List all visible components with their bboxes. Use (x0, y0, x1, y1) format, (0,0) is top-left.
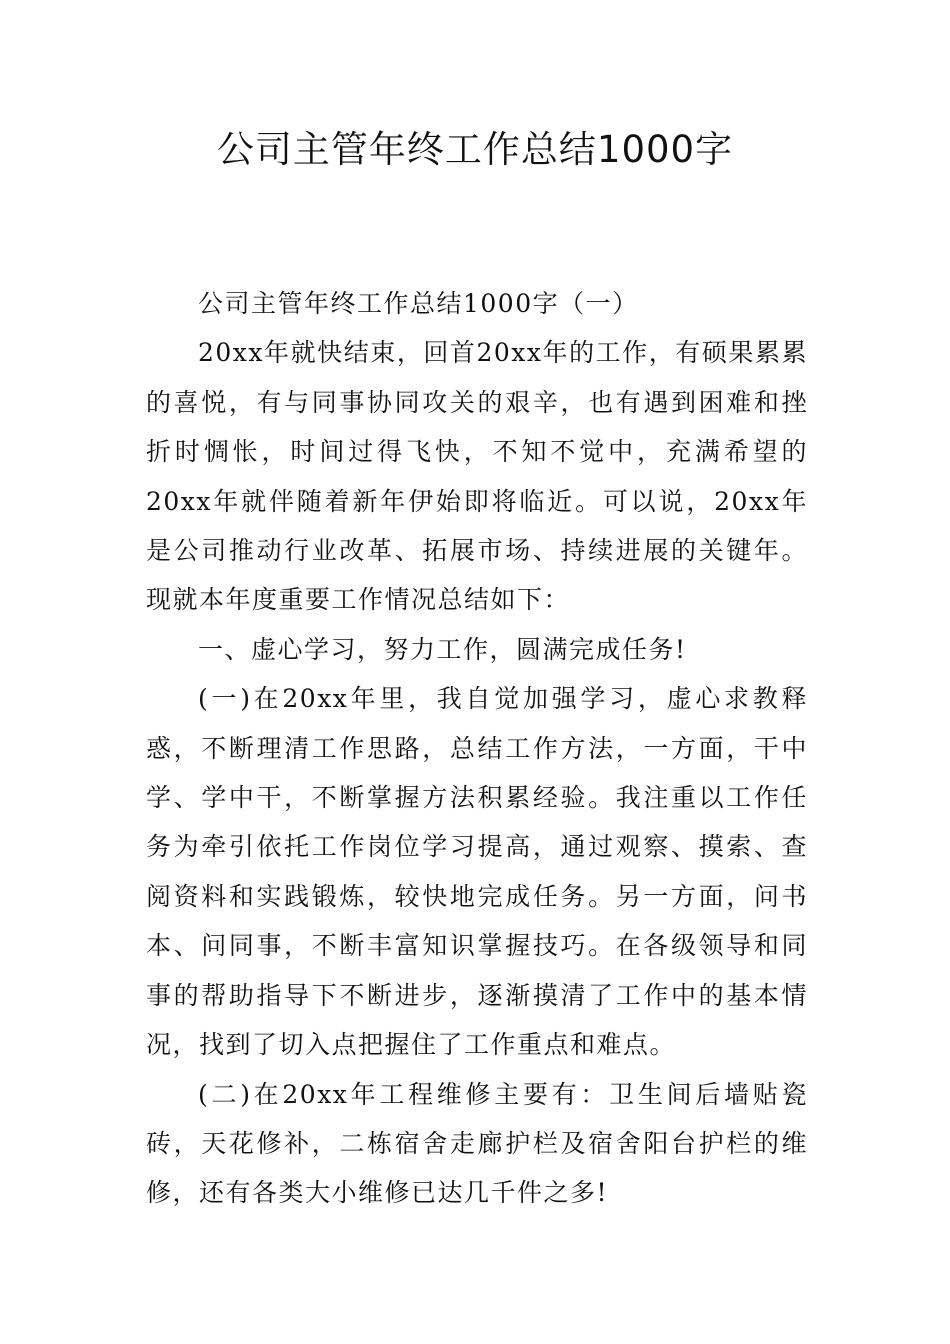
section-heading-learning: 一、虚心学习，努力工作，圆满完成任务! (198, 634, 687, 664)
paragraph-item-two: (二)在20xx年工程维修主要有：卫生间后墙贴瓷砖，天花修补，二栋宿舍走廊护栏及宿舍阳台护栏的维修，还有各类大小维修已达几千件之多! (146, 1079, 808, 1208)
document-title: 公司主管年终工作总结1000字 (216, 128, 734, 171)
section-heading-part-one: 公司主管年终工作总结1000字（一） (198, 289, 639, 318)
document-body (146, 279, 808, 1218)
intro-paragraph: 20xx年就快结束，回首20xx年的工作，有硕果累累的喜悦，有与同事协同攻关的艰辛，也有遇到困难和挫折时惆怅，时间过得飞快，不知不觉中，充满希望的20xx年就伴随着新年伊始即将临近。可以说，20xx年是公司推动行业改革、拓展市场、持续进展的关键年。现就本年度重要工作情况总结如下： (146, 338, 808, 615)
paragraph-item-one: (一)在20xx年里，我自觉加强学习，虚心求教释惑，不断理清工作思路，总结工作方法，一方面，干中学、学中干，不断掌握方法积累经验。我注重以工作任务为牵引依托工作岗位学习提高，通过观察、摸索、查阅资料和实践锻炼，较快地完成任务。另一方面，问书本、问同事，不断丰富知识掌握技巧。在各级领导和同事的帮助指导下不断进步，逐渐摸清了工作中的基本情况，找到了切入点把握住了工作重点和难点。 (146, 684, 808, 1060)
